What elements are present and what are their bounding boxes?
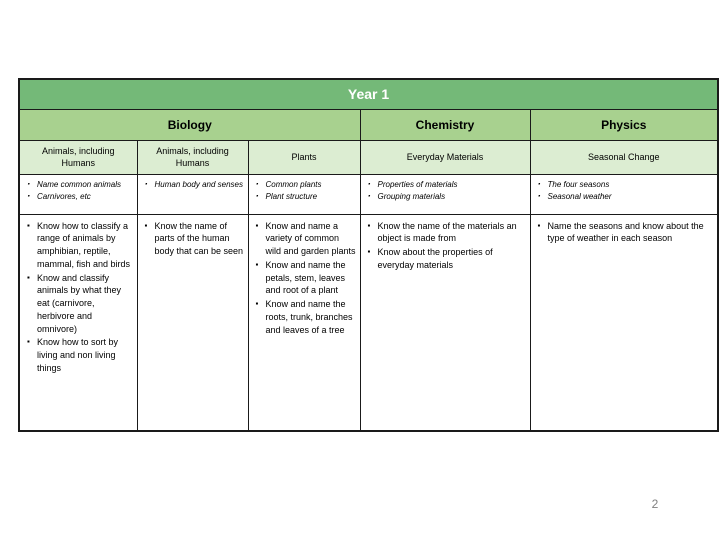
- objectives-list: [143, 220, 245, 258]
- subject-header-row: [19, 109, 718, 140]
- bullet-item: · Carnivores, etc: [25, 191, 134, 202]
- bullet-item: ▪ Know the name of parts of the human body that can be seen: [143, 220, 245, 258]
- bullet-item: ▪ Know and name the roots, trunk, branches and leaves of a tree: [254, 298, 357, 336]
- bullet-item: · The four seasons: [536, 179, 715, 190]
- objectives-cell-animals-humans-1: [19, 214, 137, 431]
- subject-header-biology: Biology: [19, 109, 360, 140]
- overview-cell-everyday-materials: [360, 174, 530, 214]
- overview-list: [25, 179, 134, 202]
- overview-cell-plants: [248, 174, 360, 214]
- topic-header-animals-humans-1: Animals, including Humans: [19, 140, 137, 174]
- bullet-item: ▪ Know how to classify a range of animals by amphibian, reptile, mammal, fish and birds: [25, 220, 134, 271]
- year-title: Year 1: [19, 79, 718, 109]
- page-number: 2: [651, 497, 659, 511]
- topic-header-everyday-materials: Everyday Materials: [360, 140, 530, 174]
- overview-list: [143, 179, 245, 190]
- topic-header-plants: Plants: [248, 140, 360, 174]
- bullet-item: ▪ Know how to sort by living and non living things: [25, 336, 134, 374]
- overview-cell-seasonal-change: [530, 174, 718, 214]
- bullet-item: ▪ Name the seasons and know about the type of weather in each season: [536, 220, 715, 246]
- bullet-item: ▪ Know about the properties of everyday materials: [366, 246, 527, 272]
- objectives-list: [25, 220, 134, 375]
- overview-list: [254, 179, 357, 202]
- objectives-list: [254, 220, 357, 337]
- overview-list: [366, 179, 527, 202]
- bullet-item: ▪ Know and classify animals by what they eat (carnivore, herbivore and omnivore): [25, 272, 134, 336]
- curriculum-table: [18, 78, 719, 432]
- bullet-item: ▪ Know the name of the materials an object is made from: [366, 220, 527, 246]
- title-row: [19, 79, 718, 109]
- objectives-cell-animals-humans-2: [137, 214, 248, 431]
- bullet-item: · Common plants: [254, 179, 357, 190]
- objectives-cell-plants: [248, 214, 360, 431]
- overview-cell-animals-humans-2: [137, 174, 248, 214]
- overview-list: [536, 179, 715, 202]
- bullet-item: · Properties of materials: [366, 179, 527, 190]
- subject-header-physics: Physics: [530, 109, 718, 140]
- bullet-item: · Name common animals: [25, 179, 134, 190]
- objectives-cell-everyday-materials: [360, 214, 530, 431]
- bullet-item: · Seasonal weather: [536, 191, 715, 202]
- bullet-item: · Human body and senses: [143, 179, 245, 190]
- bullet-item: · Grouping materials: [366, 191, 527, 202]
- topic-header-row: [19, 140, 718, 174]
- objectives-cell-seasonal-change: [530, 214, 718, 431]
- objectives-row: [19, 214, 718, 431]
- topic-header-seasonal-change: Seasonal Change: [530, 140, 718, 174]
- overview-cell-animals-humans-1: [19, 174, 137, 214]
- objectives-list: [536, 220, 715, 246]
- topic-header-animals-humans-2: Animals, including Humans: [137, 140, 248, 174]
- subject-header-chemistry: Chemistry: [360, 109, 530, 140]
- objectives-list: [366, 220, 527, 272]
- overview-row: [19, 174, 718, 214]
- bullet-item: ▪ Know and name a variety of common wild and garden plants: [254, 220, 357, 258]
- bullet-item: · Plant structure: [254, 191, 357, 202]
- bullet-item: ▪ Know and name the petals, stem, leaves and root of a plant: [254, 259, 357, 297]
